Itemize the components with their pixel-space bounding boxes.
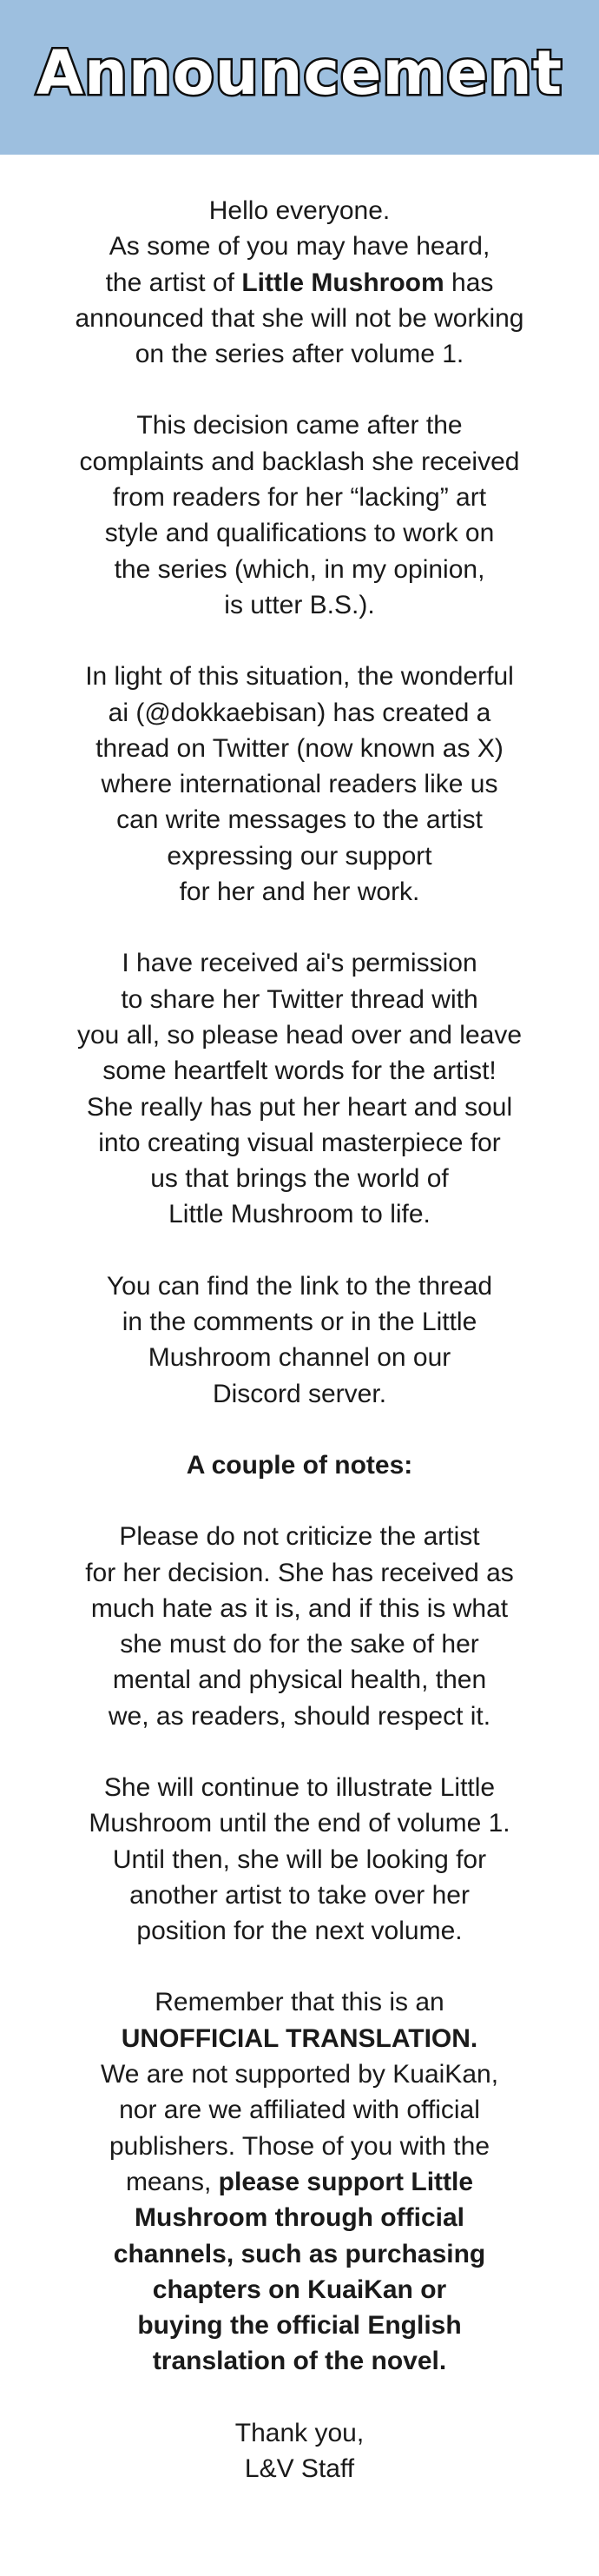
text-line: ai (@dokkaebisan) has created a: [108, 698, 491, 727]
text-line: position for the next volume.: [136, 1917, 463, 1946]
text-line: [17, 2272, 582, 2308]
text-line: This decision came after the: [136, 411, 463, 440]
paragraph: [17, 2415, 582, 2487]
paragraph: [17, 1770, 582, 1949]
paragraph: [17, 945, 582, 1232]
text-line: Mushroom channel on our: [148, 1343, 451, 1373]
text-line: [17, 1447, 582, 1483]
paragraph-spacer: [17, 1412, 582, 1447]
bold-text: chapters on KuaiKan or: [152, 2275, 447, 2304]
text-line: [17, 2200, 582, 2235]
paragraph: [17, 659, 582, 910]
text-line: [17, 2343, 582, 2379]
paragraph: [17, 1268, 582, 1412]
text-line: into creating visual masterpiece for: [98, 1128, 501, 1157]
bold-text: please support Little: [218, 2167, 474, 2196]
bold-text: buying the official English: [137, 2311, 462, 2341]
text-line: we, as readers, should respect it.: [108, 1701, 491, 1731]
text-line: Remember that this is an: [155, 1988, 444, 2017]
announcement-body: [17, 193, 582, 2487]
announcement-header: [0, 0, 599, 155]
text-line: another artist to take over her: [129, 1880, 470, 1910]
text-line: on the series after volume 1.: [135, 340, 464, 369]
text-line: [17, 2021, 582, 2056]
paragraph-spacer: [17, 1949, 582, 1984]
text-line: [17, 2164, 582, 2200]
text-line: is utter B.S.).: [224, 590, 375, 619]
text-line: you all, so please head over and leave: [76, 1020, 523, 1050]
text-line: You can find the link to the thread: [106, 1271, 493, 1301]
text-line: Hello everyone.: [208, 196, 391, 225]
text-line: Little Mushroom to life.: [168, 1200, 431, 1229]
text-line: where international readers like us: [101, 770, 498, 799]
text-line: style and qualifications to work on: [104, 519, 495, 548]
paragraph: [17, 1984, 582, 2379]
bold-text: A couple of notes:: [186, 1450, 413, 1480]
text-line: [17, 2308, 582, 2343]
text-line: Discord server.: [212, 1379, 387, 1408]
bold-text: translation of the novel.: [152, 2347, 447, 2376]
bold-text: UNOFFICIAL TRANSLATION.: [121, 2023, 478, 2053]
bold-text: Mushroom through official: [135, 2203, 464, 2233]
paragraph: [17, 193, 582, 372]
text-line: Thank you,: [234, 2418, 365, 2447]
text-line: L&V Staff: [244, 2454, 355, 2484]
text-line: to share her Twitter thread with: [121, 984, 478, 1014]
text-line: As some of you may have heard,: [109, 232, 490, 262]
paragraph: [17, 1519, 582, 1734]
text-line: the series (which, in my opinion,: [114, 554, 485, 584]
paragraph-spacer: [17, 623, 582, 659]
text-line: We are not supported by KuaiKan,: [100, 2060, 499, 2089]
paragraph: [17, 407, 582, 623]
paragraph-spacer: [17, 372, 582, 407]
paragraph-spacer: [17, 910, 582, 945]
text-line: publishers. Those of you with the: [109, 2131, 490, 2161]
text-line: she must do for the sake of her: [120, 1630, 479, 1659]
text-line: us that brings the world of: [150, 1164, 449, 1194]
text-line: Mushroom until the end of volume 1.: [89, 1809, 510, 1838]
paragraph-spacer: [17, 1483, 582, 1519]
text-run: has: [444, 268, 494, 297]
text-line: announced that she will not be working: [75, 303, 524, 333]
paragraph-spacer: [17, 1233, 582, 1268]
text-line: expressing our support: [167, 841, 432, 871]
text-line: [17, 265, 582, 301]
text-line: I have received ai's permission: [122, 949, 477, 978]
text-line: Until then, she will be looking for: [112, 1844, 487, 1874]
text-line: for her decision. She has received as: [85, 1558, 514, 1587]
page-title: Announcement: [36, 37, 563, 109]
text-line: [17, 2236, 582, 2272]
text-line: complaints and backlash she received: [79, 447, 520, 476]
bold-text: Little Mushroom: [241, 268, 444, 297]
text-line: mental and physical health, then: [112, 1665, 487, 1695]
text-run: means,: [125, 2167, 219, 2196]
text-line: some heartfelt words for the artist!: [102, 1056, 497, 1086]
text-line: In light of this situation, the wonderful: [85, 662, 514, 692]
paragraph-spacer: [17, 1734, 582, 1770]
text-line: Please do not criticize the artist: [119, 1522, 480, 1552]
text-line: She really has put her heart and soul: [86, 1092, 513, 1122]
text-line: thread on Twitter (now known as X): [95, 733, 504, 763]
text-line: much hate as it is, and if this is what: [90, 1593, 509, 1623]
bold-text: channels, such as purchasing: [113, 2239, 486, 2268]
text-line: can write messages to the artist: [116, 805, 483, 835]
text-line: for her and her work.: [179, 877, 420, 907]
paragraph-spacer: [17, 2380, 582, 2415]
paragraph: [17, 1447, 582, 1483]
text-run: the artist of: [105, 268, 242, 297]
text-line: She will continue to illustrate Little: [103, 1772, 496, 1802]
text-line: from readers for her “lacking” art: [112, 483, 487, 513]
text-line: nor are we affiliated with official: [119, 2096, 480, 2125]
text-line: in the comments or in the Little: [122, 1308, 477, 1337]
